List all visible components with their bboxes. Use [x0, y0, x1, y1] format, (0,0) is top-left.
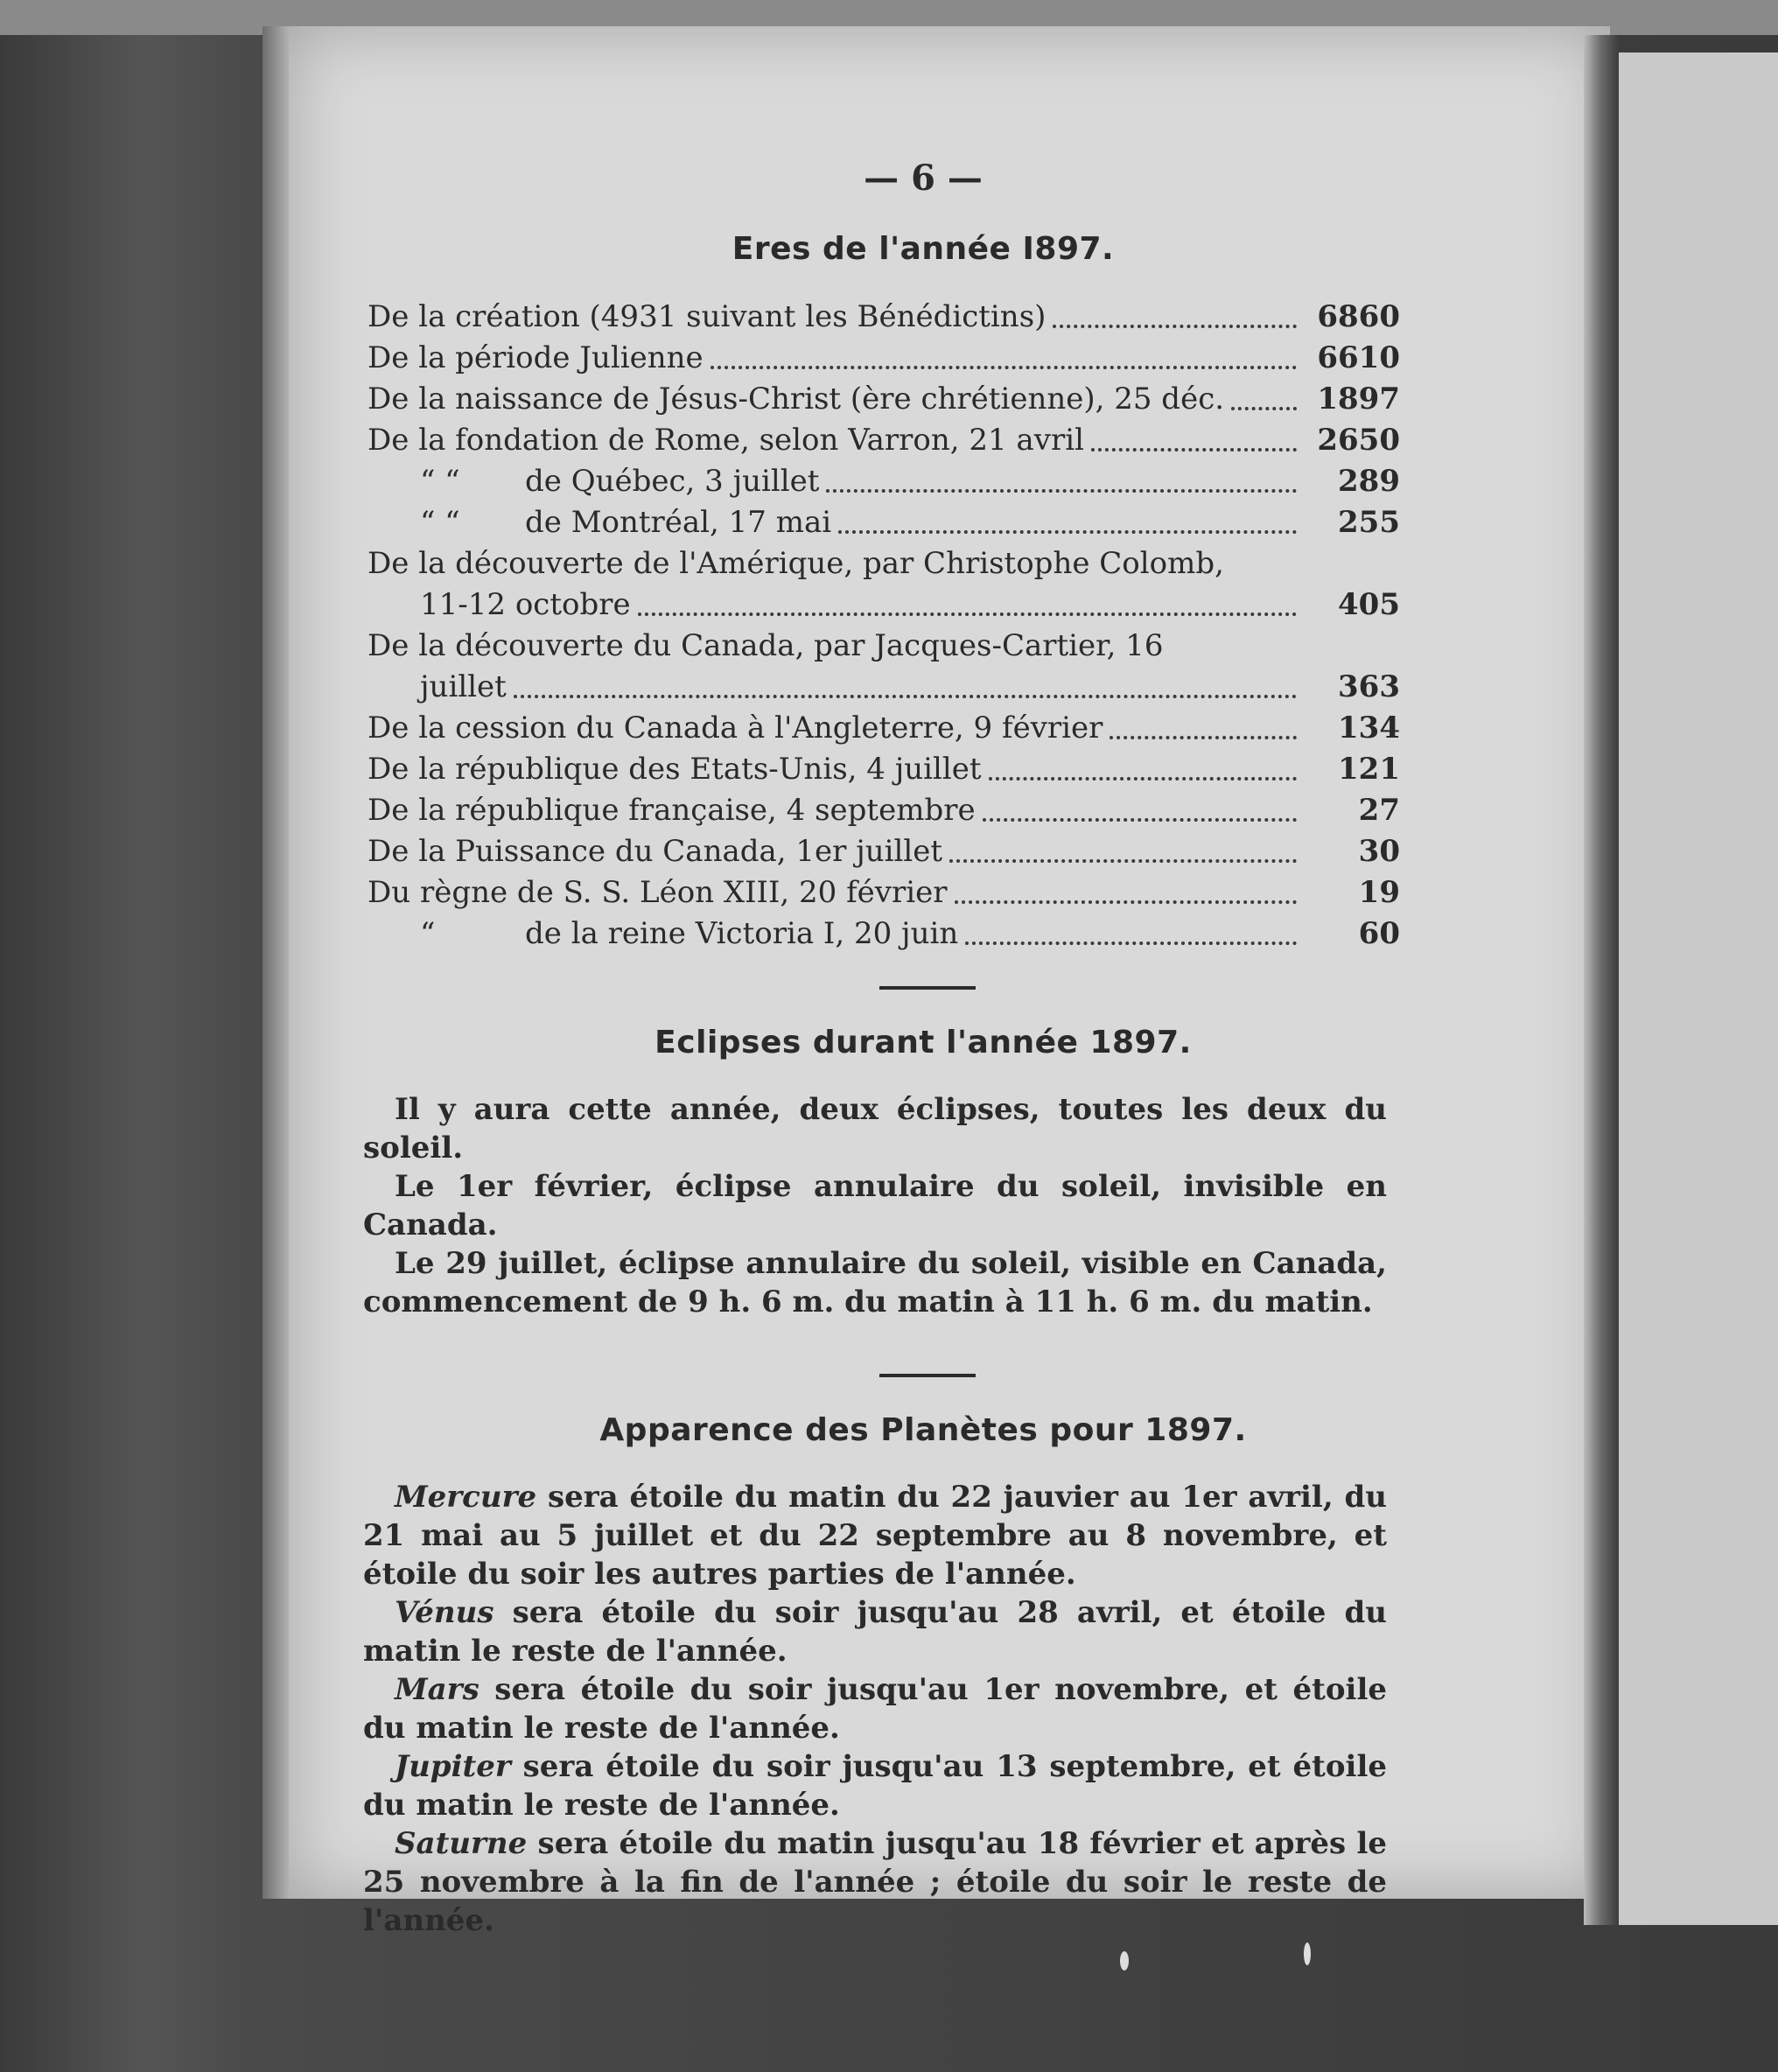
era-value: 255	[1338, 505, 1400, 540]
era-row	[368, 790, 1400, 831]
planet-description: sera étoile du matin du 22 jauvier au 1er avril, du 21 mai au 5 juillet et du 22 septembre au 8 novembre, et étoile du soir les autres parties de l'année.	[363, 1480, 1387, 1592]
planet-description: sera étoile du soir jusqu'au 13 septembre, et étoile du matin le reste de l'année.	[363, 1749, 1387, 1823]
leader-dots	[955, 900, 1298, 904]
leader-dots	[1110, 736, 1297, 739]
leader-dots	[949, 859, 1297, 863]
era-row	[368, 584, 1400, 626]
era-label: De la découverte du Canada, par Jacques-Cartier, 16	[368, 628, 1164, 663]
era-value: 363	[1338, 669, 1400, 704]
era-value: 60	[1358, 916, 1400, 951]
leader-dots	[965, 942, 1297, 945]
planet-name: Mercure	[395, 1480, 537, 1515]
eclipses-text	[363, 1090, 1387, 1321]
leader-dots	[1091, 448, 1297, 452]
planet-paragraph	[363, 1824, 1387, 1940]
planet-description: sera étoile du matin jusqu'au 18 février et après le 25 novembre à la fin de l'année ; étoile du soir le reste de l'année.	[363, 1826, 1387, 1938]
planetes-text	[363, 1478, 1387, 1940]
era-value: 6860	[1317, 299, 1400, 334]
era-label: De la république des Etats-Unis, 4 juillet	[368, 752, 982, 787]
era-row	[368, 749, 1400, 790]
planet-name: Jupiter	[395, 1749, 511, 1784]
leader-dots	[514, 695, 1297, 698]
leader-dots	[838, 530, 1297, 534]
era-label: De la Puissance du Canada, 1er juillet	[368, 834, 943, 869]
planetes-heading: Apparence des Planètes pour 1897.	[599, 1412, 1247, 1448]
era-row	[368, 420, 1400, 461]
era-label: “ “ de Montréal, 17 mai	[368, 502, 831, 543]
era-value: 6610	[1317, 340, 1400, 375]
planet-paragraph	[363, 1670, 1387, 1747]
era-row	[368, 338, 1400, 379]
era-value: 30	[1358, 834, 1400, 869]
planet-name: Mars	[395, 1672, 480, 1707]
eclipses-heading: Eclipses durant l'année 1897.	[654, 1025, 1192, 1060]
era-row	[368, 667, 1400, 708]
planet-name: Saturne	[395, 1826, 528, 1861]
leader-dots	[826, 489, 1297, 493]
planet-paragraph	[363, 1478, 1387, 1593]
era-label: De la naissance de Jésus-Christ (ère chrétienne), 25 déc.	[368, 382, 1225, 416]
era-row	[368, 831, 1400, 872]
era-row	[368, 502, 1400, 543]
era-row	[368, 872, 1400, 914]
page-content	[363, 158, 1400, 1940]
eres-heading: Eres de l'année I897.	[732, 231, 1115, 267]
era-value: 27	[1358, 793, 1400, 828]
section-divider	[879, 986, 976, 990]
eclipse-paragraph: Il y aura cette année, deux éclipses, toutes les deux du soleil.	[363, 1092, 1387, 1166]
eclipse-paragraph: Le 1er février, éclipse annulaire du soleil, invisible en Canada.	[363, 1169, 1387, 1242]
planet-description: sera étoile du soir jusqu'au 1er novembre, et étoile du matin le reste de l'année.	[363, 1672, 1387, 1746]
era-row	[368, 708, 1400, 749]
leader-dots	[1053, 325, 1297, 328]
eclipse-paragraph: Le 29 juillet, éclipse annulaire du soleil, visible en Canada, commencement de 9 h. 6 m. du matin à 11 h. 6 m. du matin.	[363, 1246, 1387, 1320]
planet-paragraph	[363, 1747, 1387, 1824]
era-value: 134	[1338, 710, 1400, 746]
era-value: 19	[1358, 875, 1400, 910]
era-label: De la fondation de Rome, selon Varron, 21 avril	[368, 423, 1084, 458]
leader-dots	[1231, 407, 1297, 410]
leader-dots	[638, 612, 1297, 616]
ditto-mark: “	[420, 916, 436, 951]
dust-speck	[1120, 1951, 1129, 1970]
page-number: — 6 —	[864, 158, 983, 199]
era-row-first-line	[368, 626, 1400, 667]
ditto-mark: “ “	[420, 464, 460, 499]
era-row-first-line	[368, 543, 1400, 584]
era-label: “ de la reine Victoria I, 20 juin	[368, 914, 958, 955]
era-value: 121	[1338, 752, 1400, 787]
eres-list	[368, 297, 1400, 955]
era-row	[368, 297, 1400, 338]
leader-dots	[983, 818, 1297, 822]
era-label-continued: 11-12 octobre	[420, 587, 631, 622]
era-label: De la période Julienne	[368, 340, 704, 375]
era-label: Du règne de S. S. Léon XIII, 20 février	[368, 875, 948, 910]
leader-dots	[710, 366, 1297, 369]
era-label: De la création (4931 suivant les Bénédictins)	[368, 299, 1046, 334]
era-value: 1897	[1317, 382, 1400, 416]
era-row	[368, 379, 1400, 420]
era-label: De la cession du Canada à l'Angleterre, 9 février	[368, 710, 1103, 746]
section-divider	[879, 1374, 976, 1377]
planet-paragraph	[363, 1593, 1387, 1670]
leader-dots	[989, 777, 1297, 780]
era-value: 405	[1338, 587, 1400, 622]
era-row	[368, 914, 1400, 955]
facing-page	[1619, 52, 1778, 1925]
era-value: 2650	[1317, 423, 1400, 458]
era-value: 289	[1338, 464, 1400, 499]
ditto-mark: “ “	[420, 505, 460, 540]
era-label-continued: juillet	[420, 669, 507, 704]
planet-name: Vénus	[395, 1595, 494, 1630]
era-label: De la république française, 4 septembre	[368, 793, 976, 828]
book-spine	[1584, 35, 1619, 1925]
era-label: “ “ de Québec, 3 juillet	[368, 461, 819, 502]
era-label: De la découverte de l'Amérique, par Christophe Colomb,	[368, 546, 1224, 581]
era-row	[368, 461, 1400, 502]
dust-speck	[1304, 1942, 1311, 1965]
planet-description: sera étoile du soir jusqu'au 28 avril, et étoile du matin le reste de l'année.	[363, 1595, 1387, 1669]
